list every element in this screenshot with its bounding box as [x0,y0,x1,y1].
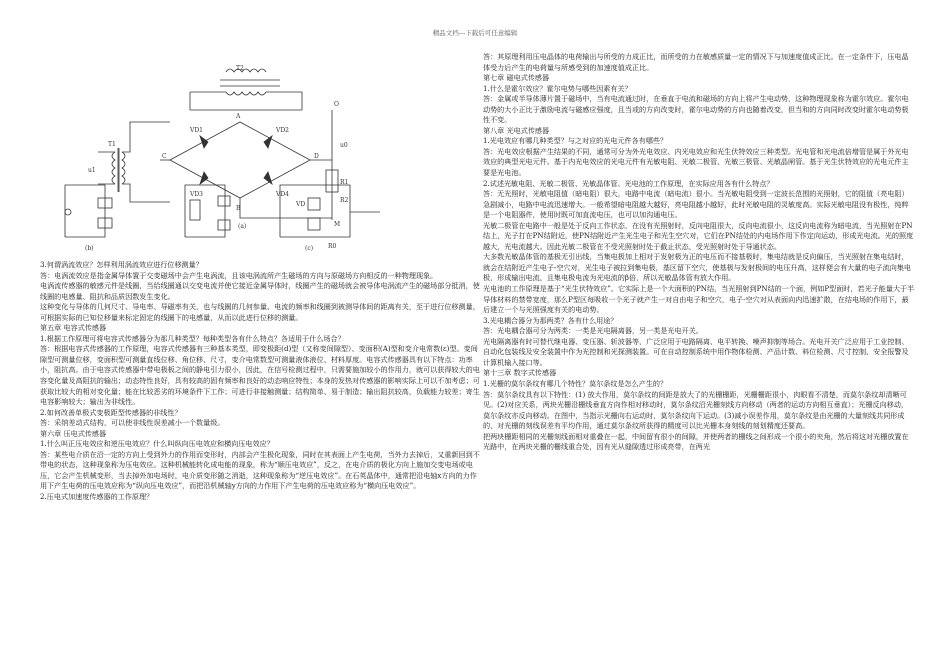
chapter-heading: 第五章 电容式传感器 [40,323,107,333]
para: 1.根据工作原理可将电容式传感器分为那几种类型？每种类型各有什么特点？各适用于什么场合？ [40,333,345,343]
circuit-diagram [40,52,480,257]
chapter-heading: 第六章 压电式传感器 [40,428,107,438]
para: 光电池的工作原理是基于“光生伏特效应”。它实际上是一个大面积的PN结，当光照射到PN结的一个面，例如P型面时，若光子能量大于半导体材料的禁带宽度，那么P型区每吸收一个光子就产生一对自由电子和空穴，电子-空穴对从表面向内迅速扩散，在结电场的作用下，最后建立一个与光照强度有关的电动势。 [483,284,915,315]
para: 2.压电式加速度传感器的工作原理？ [40,492,154,502]
label-u0: u0 [340,142,348,149]
right-column [483,52,915,453]
para: 答：采纳差动式结构，可以使非线性误差减小一个数量级。 [40,418,225,428]
label-VD1: VD1 [190,127,203,134]
page-header: 精品文档---下载后可任意编辑 [432,29,518,37]
label-VD2: VD2 [276,127,289,134]
left-column [40,52,480,503]
para: 3.光电耦合器分为那两类？各有什么用途？ [483,315,618,325]
label-VD: VD [296,201,306,208]
label-VD3: VD3 [190,191,203,198]
label-B: B [236,205,241,212]
para: 光电隔离器有时可替代继电器、变压器、斩波器等，广泛应用于电路隔离、电平转换、噪声抑制等场合。光电开关广泛应用于工业控制、自动化包装线及安全装置中作为光控制和光探测装置。可在自动控制系统中用作物体检测、产品计数、料位检测、尺寸控制、安全报警及计算机输入接口等。 [483,336,909,367]
chapter-heading: 第七章 磁电式传感器 [483,73,550,83]
figure-label-a: (a) [238,223,247,230]
para: 答：根据电容式传感器的工作原理，电容式传感器有三种基本类型，即变极距(d)型（又称变间隙型）、变面积(A)型和变介电常数(ε)型。变间隙型可测量位移，变面积型可测量直线位移、角位移、尺寸，变介电常数型可测量液体液位、材料厚度。电容式传感器具有以下特点：功率小，阻抗高。由于电容式传感器中带电极板之间的静电引力很小，因此，在信号检测过程中，只需要施加较小的作用力，就可以获得较大的电容变化量及高阻抗的输出；动态特性良好，具有较高的固有频率和良好的动态响应特性；本身的发热对传感器的影响实际上可以不加考虑；可获取比较大的相对变化量；能在比较恶劣的环境条件下工作；可进行非接触测量；结构简单、易于制造；输出阻抗较高，负载能力较差；寄生电容影响较大；输出为非线性。 [40,344,480,407]
para: 答：莫尔条纹具有以下特性：(1) 放大作用，莫尔条纹的间距是放大了的光栅栅距，光栅栅距很小，肉眼看不清楚，而莫尔条纹却清晰可见。(2)对应关系，两块光栅沿栅线垂直方向作相对移动时，莫尔条纹沿光栅刻线方向移动（两者的运动方向相互垂直）；光栅反向移动，莫尔条纹亦反向移动。在图中，当指示光栅向右运动时，莫尔条纹向下运动。(3)减小误差作用，莫尔条纹是由光栅的大量刻线共同形成的，对光栅的刻线误差有平均作用，通过莫尔条纹所获得的精度可以比光栅本身刻线的刻划精度还要高。 [483,389,909,431]
para: 1.光电效应有哪几种类型？与之对应的光电元件各有哪些？ [483,136,668,146]
para: 把两块栅距相同的光栅刻线面相对重叠在一起，中间留有很小的间隙，并使两者的栅线之间形成一个很小的夹角，然后将这对光栅放置在光路中，在两块光栅的栅线重合处，因有光从缝隙透过形成亮带，在两光 [483,431,909,452]
circuit-figure [40,52,480,257]
para: 电涡流传感器的敏感元件是线圈，当给线圈通以交变电流并使它接近金属导体时，线圈产生的磁场就会被导体电涡流产生的磁场部分抵消，使线圈的电感量、阻抗和品质因数发生变化。 [40,281,480,301]
label-M: M [334,221,341,228]
label-O: O [334,101,339,108]
figure-label-b: (b) [85,245,94,252]
label-R1: R1 [340,179,349,186]
figure-label-c: (c) [305,245,314,252]
para: 答：光电耦合器可分为两类：一类是光电隔离器，另一类是光电开关。 [483,326,703,336]
label-A: A [236,113,241,120]
label-C: C [162,153,167,160]
para: 1.光栅的莫尔条纹有哪几个特性？莫尔条纹是怎么产生的？ [483,378,668,388]
para: 答：无光照时，光敏电阻值（暗电阻）很大，电路中电流（暗电流）很小。当光敏电阻受到一定波长范围的光照射，它的阻值（亮电阻）急剧减小，电路中电流迅速增大。一般希望暗电阻越大越好，亮电阻越小越好，此时光敏电阻的灵敏度高。实际光敏电阻没有极性，纯粹是一个电阻器件，使用时既可加直流电压，也可以加沟通电压。 [483,189,909,220]
para: 答：金属或半导体薄片置于磁场中，当有电流通过时，在垂直于电流和磁场的方向上将产生电动势，这种物理现象称为霍尔效应。霍尔电动势的大小正比于激励电流与磁感应强度，且当或的方向改变时，霍尔电动势的方向也随着改变，但当和的方向同时改变时霍尔电动势极性不变。 [483,94,909,125]
para: 3.何谓涡流效应？怎样利用涡流效应进行位移测量？ [40,260,203,269]
para: 答：其原理利用压电晶体的电荷输出与所受的力成正比，而所受的力在敏感质量一定的情况下与加速度值成正比。在一定条件下，压电晶体受力后产生的电荷量与所感受到的加速度值成正比。 [483,52,909,72]
para: 2.如何改善单极式变极距型传感器的非线性？ [40,407,182,417]
para: 这种变化与导体的几何尺寸、导电率、导磁率有关，也与线圈的几何参量、电流的频率和线圈到被测导体间的距离有关，至于进行位移测量，可根据实际的已知位移量来标定固定的线圈下的电感量，从而以此进行位移的测量。 [40,302,480,322]
label-VD4: VD4 [276,191,289,198]
chapter-heading: 第十三章 数字式传感器 [483,368,557,378]
label-D: D [314,153,319,160]
para: 1.什么叫正压电效应和逆压电效应？什么叫纵向压电效应和横向压电效应？ [40,439,274,449]
para: 大多数光敏晶体管的基极无引出线，当集电极加上相对于发射极为正的电压而不接基极时，集电结就是反向偏压，当光照射在集电结时，就会在结附近产生电子-空穴对，光生电子被拉到集电极，基区留下空穴，使基极与发射极间的电压升高，这样便会有大量的电子流向集电极，形成输出电流，且集电极电流为光电流的β倍，所以光敏晶体管有放大作用。 [483,252,912,283]
chapter-heading: 第八章 光电式传感器 [483,125,550,135]
label-T2: T2 [236,65,244,72]
para: 答：光电效应根据产生结果的不同，通常可分为外光电效应、内光电效应和光生伏特效应三种类型。光电管和光电流倍增管是属于外光电效应的典型光电元件。基于内光电效应的光电元件有光敏电阻、光敏二极管、光敏三极管、光敏晶闸管。基于光生伏特效应的光电元件主要是光电池。 [483,146,909,178]
para: 光敏二极管在电路中一般是处于反向工作状态，在没有光照射时，反向电阻很大，反向电流很小，这反向电流称为暗电流，当光照射在PN结上，光子打在PN结附近，使PN结附近产生光生电子和光生空穴对，它们在PN结处的内电场作用下作定向运动，形成光电流。光的照度越大，光电流越大。因此光敏二极管在不受光照射时处于截止状态，受光照射时处于导通状态。 [483,220,914,251]
label-R0: R0 [328,243,337,250]
label-R2: R2 [340,197,349,204]
para: 答：电涡流效应是指金属导体置于交变磁场中会产生电涡流，且该电涡流所产生磁场的方向与原磁场方向相反的一种物理现象。 [40,270,438,280]
para: 1.什么是霍尔效应？霍尔电势与哪些因素有关？ [483,83,632,93]
para: 2.试述光敏电阻、光敏二极管、光敏晶体管、光电池的工作原理，在实际应用各有什么特点？ [483,178,774,188]
label-u1: u1 [88,167,96,174]
label-T1: T1 [108,141,116,148]
para: 答：某些电介质在沿一定的方向上受到外力的作用而变形时，内部会产生极化现象，同时在其表面上产生电荷，当外力去掉后，又重新回到不带电的状态，这种现象称为压电效应。这种机械能转化成电能的现象，称为“顺压电效应”，反之，在电介质的极化方向上施加交变电场或电压，它会产生机械变形，当去掉外加电场时，电介质变形随之消逝，这种现象称为“逆压电效应”。在石英晶体中，通常把沿电轴x方向的力作用下产生电荷的压电效应称为“纵向压电效应”，而把沿机械轴y方向的力作用下产生电荷的压电效应称为“横向压电效应”。 [40,449,480,491]
